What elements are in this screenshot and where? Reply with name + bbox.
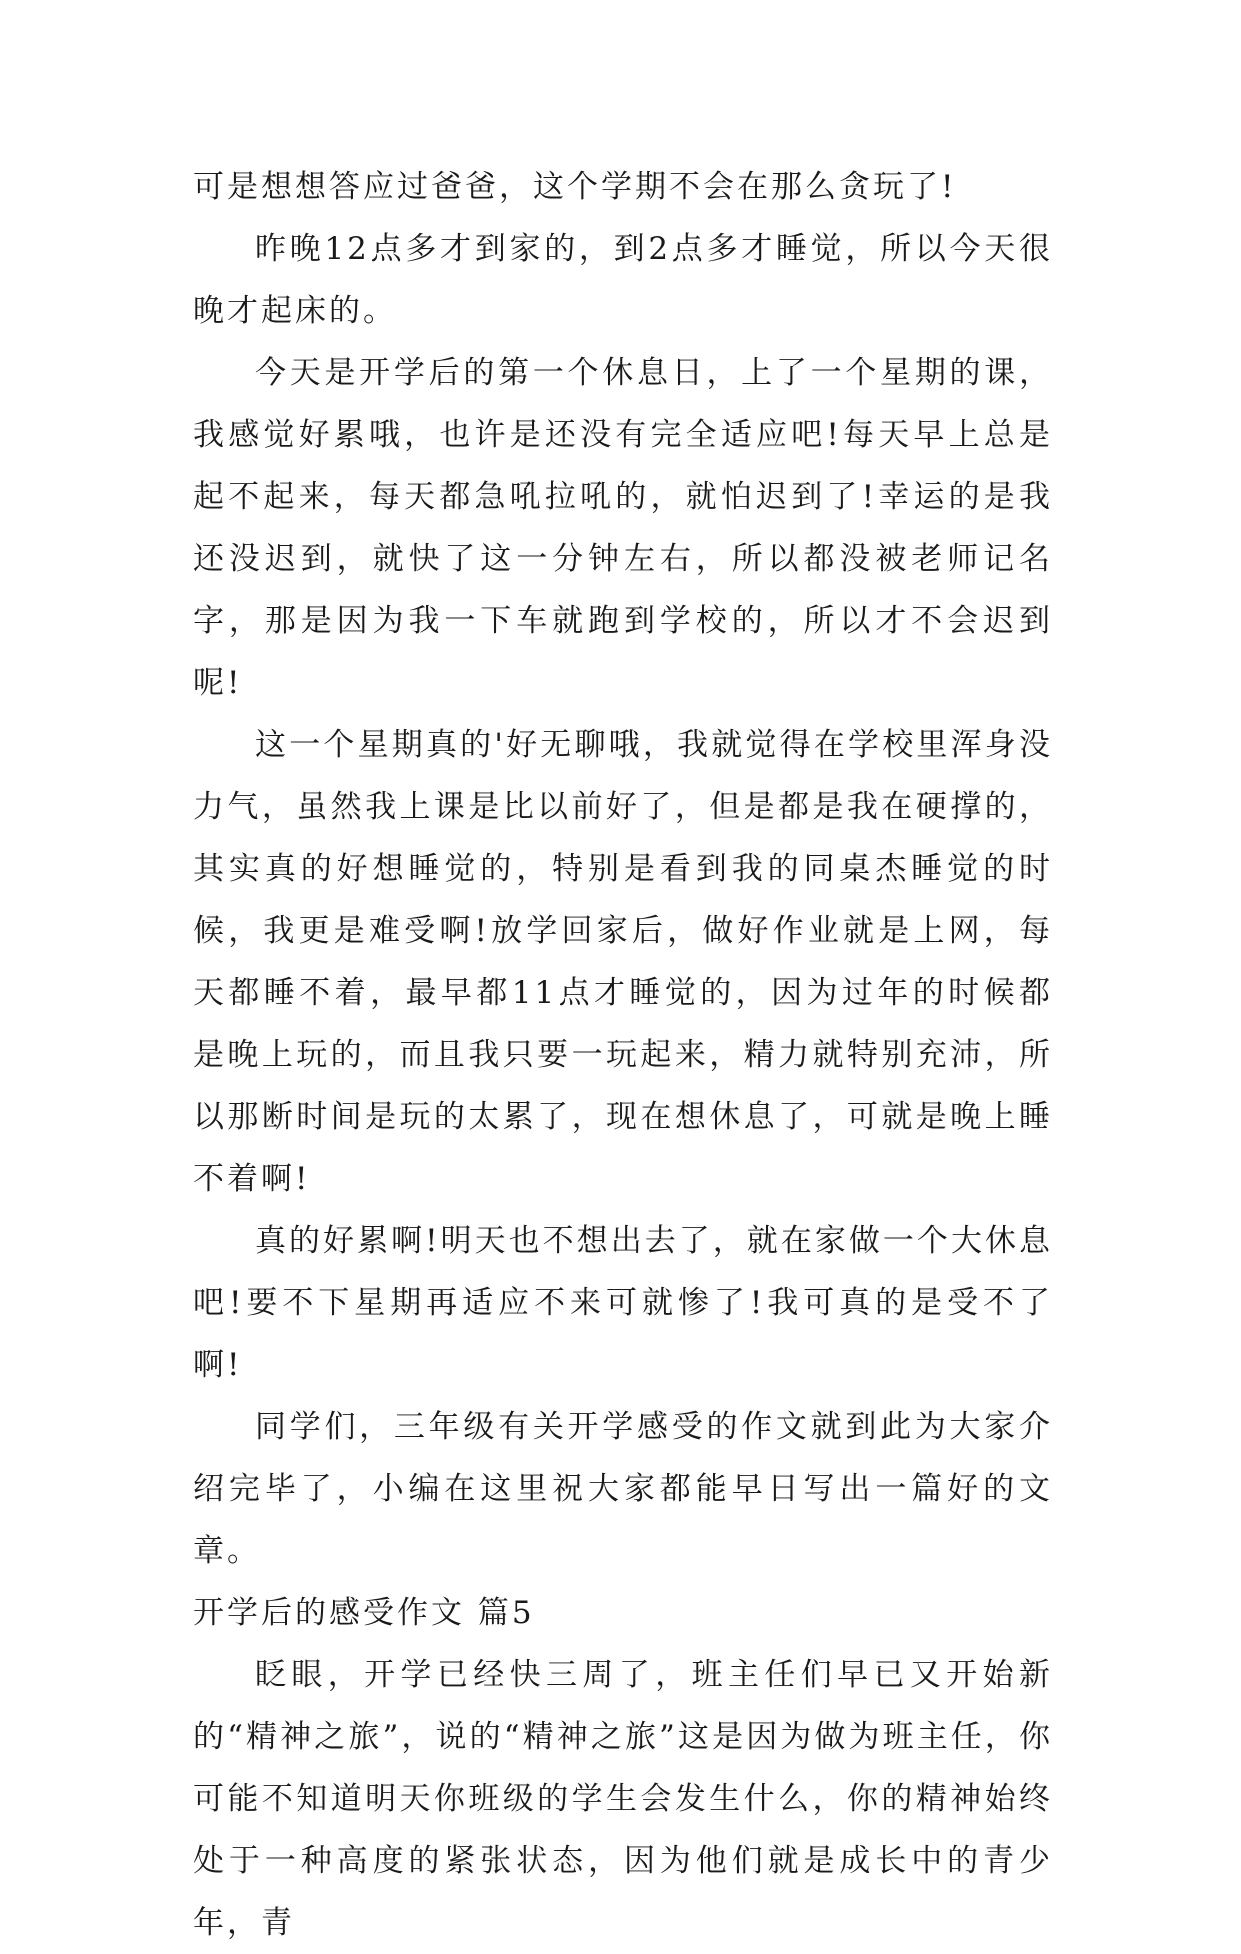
paragraph: 真的好累啊!明天也不想出去了，就在家做一个大休息吧!要不下星期再适应不来可就惨了!我可真的是受不了啊! — [193, 1223, 1053, 1383]
paragraph: 眨眼，开学已经快三周了，班主任们早已又开始新的“精神之旅”，说的“精神之旅”这是因为做为班主任，你可能不知道明天你班级的学生会发生什么，你的精神始终处于一种高度的紧张状态，因为他们就是成长中的青少年，青 — [193, 1657, 1053, 1941]
paragraph: 今天是开学后的第一个休息日，上了一个星期的课，我感觉好累哦，也许是还没有完全适应吧!每天早上总是起不起来，每天都急吼拉吼的，就怕迟到了!幸运的是我还没迟到，就快了这一分钟左右，所以都没被老师记名字，那是因为我一下车就跑到学校的，所以才不会迟到呢! — [193, 355, 1053, 701]
document-page — [193, 156, 1053, 1954]
paragraph: 同学们，三年级有关开学感受的作文就到此为大家介绍完毕了，小编在这里祝大家都能早日写出一篇好的文章。 — [193, 1409, 1053, 1569]
paragraph: 可是想想答应过爸爸，这个学期不会在那么贪玩了! — [193, 169, 957, 205]
section-heading: 开学后的感受作文 篇5 — [193, 1595, 535, 1631]
paragraph: 这一个星期真的'好无聊哦，我就觉得在学校里浑身没力气，虽然我上课是比以前好了，但是都是我在硬撑的，其实真的好想睡觉的，特别是看到我的同桌杰睡觉的时候，我更是难受啊!放学回家后，做好作业就是上网，每天都睡不着，最早都11点才睡觉的，因为过年的时候都是晚上玩的，而且我只要一玩起来，精力就特别充沛，所以那断时间是玩的太累了，现在想休息了，可就是晚上睡不着啊! — [193, 727, 1053, 1197]
paragraph: 昨晚12点多才到家的，到2点多才睡觉，所以今天很晚才起床的。 — [193, 231, 1053, 329]
